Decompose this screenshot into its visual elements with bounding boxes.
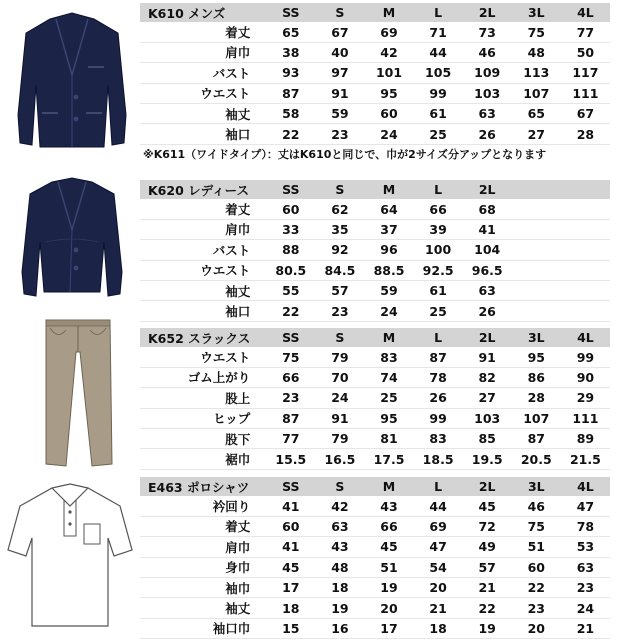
table-cell: 29 <box>561 388 610 408</box>
table-cell: 21.5 <box>561 449 610 469</box>
table-cell-empty <box>561 219 610 239</box>
table-cell: 60 <box>512 557 561 577</box>
table-cell: 54 <box>414 557 463 577</box>
table-cell: 104 <box>463 240 512 260</box>
section-e463 <box>0 468 640 640</box>
table-cell: 45 <box>463 496 512 516</box>
table-cell: 41 <box>463 219 512 239</box>
table-cell: 51 <box>512 537 561 557</box>
size-table-k620 <box>140 180 610 322</box>
table-cell: 81 <box>364 428 413 448</box>
row-label: ゴム上がり <box>140 367 266 387</box>
table-cell: 89 <box>561 428 610 448</box>
table-cell: 33 <box>266 219 315 239</box>
row-label: 衿回り <box>140 496 266 516</box>
size-header: S <box>315 477 364 496</box>
table-cell: 63 <box>463 103 512 123</box>
table-cell: 23 <box>266 388 315 408</box>
table-cell: 26 <box>463 124 512 144</box>
table-cell: 82 <box>463 367 512 387</box>
table-row <box>140 516 610 536</box>
table-row <box>140 408 610 428</box>
table-cell: 63 <box>561 557 610 577</box>
table-cell: 24 <box>364 301 413 321</box>
table-cell: 92.5 <box>414 260 463 280</box>
table-cell: 63 <box>463 280 512 300</box>
table-header-row <box>140 328 610 347</box>
table-cell: 66 <box>266 367 315 387</box>
table-cell: 95 <box>512 347 561 367</box>
table-cell: 21 <box>561 618 610 638</box>
table-cell-empty <box>512 240 561 260</box>
table-cell: 23 <box>315 301 364 321</box>
size-header: M <box>364 180 413 199</box>
table-row <box>140 449 610 469</box>
table-cell: 91 <box>315 408 364 428</box>
table-cell-empty <box>512 260 561 280</box>
table-cell: 87 <box>266 83 315 103</box>
table-cell: 61 <box>414 103 463 123</box>
table-cell: 45 <box>266 557 315 577</box>
table-cell: 18 <box>414 618 463 638</box>
size-header: L <box>414 328 463 347</box>
row-label: ウエスト <box>140 347 266 367</box>
table-cell: 95 <box>364 408 413 428</box>
table-cell: 65 <box>512 103 561 123</box>
table-cell: 83 <box>414 428 463 448</box>
table-row <box>140 42 610 62</box>
table-cell: 75 <box>512 22 561 42</box>
size-header: L <box>414 180 463 199</box>
table-cell: 18.5 <box>414 449 463 469</box>
table-cell: 75 <box>266 347 315 367</box>
table-cell: 43 <box>364 496 413 516</box>
table-cell: 66 <box>414 199 463 219</box>
table-cell: 18 <box>315 577 364 597</box>
table-title: E463 ポロシャツ <box>140 477 266 496</box>
size-header: M <box>364 328 413 347</box>
table-cell: 38 <box>266 42 315 62</box>
khaki-slacks-icon <box>0 312 140 472</box>
table-cell: 59 <box>364 280 413 300</box>
table-cell: 69 <box>364 22 413 42</box>
table-cell: 72 <box>463 516 512 536</box>
row-label: 身巾 <box>140 557 266 577</box>
table-cell: 77 <box>266 428 315 448</box>
table-cell: 23 <box>561 577 610 597</box>
table-cell: 101 <box>364 63 413 83</box>
table-cell: 87 <box>512 428 561 448</box>
table-cell: 69 <box>414 516 463 536</box>
table-cell: 20 <box>414 577 463 597</box>
table-cell: 60 <box>364 103 413 123</box>
table-cell: 86 <box>512 367 561 387</box>
table-cell: 48 <box>512 42 561 62</box>
table-cell: 48 <box>315 557 364 577</box>
table-cell: 40 <box>315 42 364 62</box>
row-label: 袖丈 <box>140 280 266 300</box>
table-cell: 84.5 <box>315 260 364 280</box>
table-cell-empty <box>561 199 610 219</box>
table-cell: 47 <box>414 537 463 557</box>
row-label: ウエスト <box>140 260 266 280</box>
table-cell: 42 <box>315 496 364 516</box>
table-cell: 96.5 <box>463 260 512 280</box>
table-row <box>140 260 610 280</box>
row-label: 袖口 <box>140 301 266 321</box>
table-cell: 78 <box>561 516 610 536</box>
table-cell: 95 <box>364 83 413 103</box>
table-cell: 62 <box>315 199 364 219</box>
table-row <box>140 577 610 597</box>
table-cell: 83 <box>364 347 413 367</box>
table-cell: 99 <box>414 83 463 103</box>
table-cell: 22 <box>266 124 315 144</box>
table-cell: 75 <box>512 516 561 536</box>
row-label: 股下 <box>140 428 266 448</box>
table-cell: 117 <box>561 63 610 83</box>
table-cell: 78 <box>414 367 463 387</box>
section-k610 <box>0 0 640 170</box>
size-header: 4L <box>561 477 610 496</box>
table-header-row <box>140 3 610 22</box>
row-label: 肩巾 <box>140 537 266 557</box>
table-cell: 79 <box>315 428 364 448</box>
table-cell: 80.5 <box>266 260 315 280</box>
table-cell: 26 <box>463 301 512 321</box>
table-cell: 24 <box>561 598 610 618</box>
table-cell: 60 <box>266 199 315 219</box>
table-cell: 66 <box>364 516 413 536</box>
table-cell: 93 <box>266 63 315 83</box>
row-label: 着丈 <box>140 199 266 219</box>
row-label: バスト <box>140 63 266 83</box>
size-header: 2L <box>463 328 512 347</box>
row-label: バスト <box>140 240 266 260</box>
table-cell: 27 <box>512 124 561 144</box>
table-cell: 44 <box>414 496 463 516</box>
table-cell: 100 <box>414 240 463 260</box>
table-cell: 15.5 <box>266 449 315 469</box>
table-cell: 21 <box>414 598 463 618</box>
table-cell: 77 <box>561 22 610 42</box>
size-table-k652 <box>140 328 610 470</box>
row-label: ウエスト <box>140 83 266 103</box>
table-cell: 71 <box>414 22 463 42</box>
table-cell: 87 <box>414 347 463 367</box>
size-table-k610 <box>140 3 610 145</box>
table-cell: 18 <box>266 598 315 618</box>
table-cell: 28 <box>512 388 561 408</box>
table-cell: 41 <box>266 496 315 516</box>
size-header: SS <box>266 3 315 22</box>
table-title: K620 レディース <box>140 180 266 199</box>
table-cell: 88 <box>266 240 315 260</box>
table-cell: 42 <box>364 42 413 62</box>
table-cell: 19 <box>364 577 413 597</box>
table-cell: 107 <box>512 408 561 428</box>
size-header-empty <box>561 180 610 199</box>
wide-type-note: ※K611（ワイドタイプ）：丈はK610と同じで、巾が2サイズ分アップとなります <box>143 148 547 161</box>
size-header: SS <box>266 328 315 347</box>
table-cell: 21 <box>463 577 512 597</box>
table-cell: 61 <box>414 280 463 300</box>
size-header: 3L <box>512 328 561 347</box>
table-cell: 16 <box>315 618 364 638</box>
table-cell: 23 <box>512 598 561 618</box>
size-header: 3L <box>512 477 561 496</box>
table-cell: 37 <box>364 219 413 239</box>
section-k652 <box>0 318 640 468</box>
table-cell: 19.5 <box>463 449 512 469</box>
size-header: 3L <box>512 3 561 22</box>
table-cell: 25 <box>364 388 413 408</box>
table-cell: 25 <box>414 124 463 144</box>
size-header: 4L <box>561 3 610 22</box>
size-header-empty <box>512 180 561 199</box>
table-cell: 109 <box>463 63 512 83</box>
table-cell: 35 <box>315 219 364 239</box>
table-row <box>140 103 610 123</box>
table-cell: 46 <box>463 42 512 62</box>
size-header: M <box>364 477 413 496</box>
size-header: S <box>315 328 364 347</box>
size-header: L <box>414 477 463 496</box>
table-cell: 68 <box>463 199 512 219</box>
table-cell: 63 <box>315 516 364 536</box>
table-cell: 27 <box>463 388 512 408</box>
table-cell: 46 <box>512 496 561 516</box>
table-cell-empty <box>512 199 561 219</box>
table-cell: 45 <box>364 537 413 557</box>
table-cell: 105 <box>414 63 463 83</box>
row-label: 袖丈 <box>140 598 266 618</box>
table-cell: 23 <box>315 124 364 144</box>
table-cell-empty <box>561 280 610 300</box>
table-cell: 67 <box>561 103 610 123</box>
table-cell: 58 <box>266 103 315 123</box>
table-cell: 67 <box>315 22 364 42</box>
table-cell: 20.5 <box>512 449 561 469</box>
table-row <box>140 240 610 260</box>
table-cell: 59 <box>315 103 364 123</box>
table-cell: 57 <box>315 280 364 300</box>
table-row <box>140 199 610 219</box>
table-cell: 41 <box>266 537 315 557</box>
table-cell: 22 <box>266 301 315 321</box>
table-cell-empty <box>512 280 561 300</box>
table-title: K610 メンズ <box>140 3 266 22</box>
table-cell-empty <box>561 240 610 260</box>
table-row <box>140 83 610 103</box>
table-cell: 44 <box>414 42 463 62</box>
table-title: K652 スラックス <box>140 328 266 347</box>
row-label: 袖丈 <box>140 103 266 123</box>
table-cell: 87 <box>266 408 315 428</box>
table-cell: 22 <box>463 598 512 618</box>
row-label: 袖口 <box>140 124 266 144</box>
table-row <box>140 22 610 42</box>
table-cell: 73 <box>463 22 512 42</box>
table-cell: 91 <box>463 347 512 367</box>
size-header: 2L <box>463 477 512 496</box>
table-row <box>140 124 610 144</box>
size-header: 2L <box>463 3 512 22</box>
size-table-e463 <box>140 477 610 639</box>
table-row <box>140 618 610 638</box>
white-polo-shirt-icon <box>0 476 140 636</box>
table-row <box>140 388 610 408</box>
table-cell: 19 <box>463 618 512 638</box>
table-cell: 28 <box>561 124 610 144</box>
table-row <box>140 428 610 448</box>
navy-ladies-jacket-icon <box>0 172 140 302</box>
table-cell: 92 <box>315 240 364 260</box>
size-header: L <box>414 3 463 22</box>
size-header: SS <box>266 180 315 199</box>
table-cell: 85 <box>463 428 512 448</box>
table-cell: 19 <box>315 598 364 618</box>
table-cell: 50 <box>561 42 610 62</box>
table-cell: 111 <box>561 408 610 428</box>
size-header: S <box>315 180 364 199</box>
table-cell: 43 <box>315 537 364 557</box>
table-cell: 15 <box>266 618 315 638</box>
table-row <box>140 537 610 557</box>
table-cell: 16.5 <box>315 449 364 469</box>
table-cell: 64 <box>364 199 413 219</box>
table-cell: 99 <box>561 347 610 367</box>
table-cell: 39 <box>414 219 463 239</box>
size-header: 4L <box>561 328 610 347</box>
table-cell: 17 <box>364 618 413 638</box>
table-cell: 60 <box>266 516 315 536</box>
row-label: 裾巾 <box>140 449 266 469</box>
row-label: 肩巾 <box>140 219 266 239</box>
table-cell: 99 <box>414 408 463 428</box>
table-cell: 55 <box>266 280 315 300</box>
table-cell: 96 <box>364 240 413 260</box>
section-k620 <box>0 168 640 318</box>
table-row <box>140 367 610 387</box>
table-cell-empty <box>512 219 561 239</box>
table-cell: 111 <box>561 83 610 103</box>
row-label: 着丈 <box>140 22 266 42</box>
table-cell: 24 <box>315 388 364 408</box>
table-cell: 91 <box>315 83 364 103</box>
table-cell: 107 <box>512 83 561 103</box>
table-row <box>140 63 610 83</box>
table-cell: 103 <box>463 83 512 103</box>
table-row <box>140 496 610 516</box>
table-cell-empty <box>561 260 610 280</box>
table-cell: 17 <box>266 577 315 597</box>
table-cell: 65 <box>266 22 315 42</box>
table-cell: 113 <box>512 63 561 83</box>
table-cell: 24 <box>364 124 413 144</box>
table-cell: 79 <box>315 347 364 367</box>
row-label: 股上 <box>140 388 266 408</box>
table-cell: 51 <box>364 557 413 577</box>
table-row <box>140 557 610 577</box>
table-cell: 53 <box>561 537 610 557</box>
table-header-row <box>140 180 610 199</box>
navy-mens-jacket-icon <box>0 5 140 155</box>
table-cell: 17.5 <box>364 449 413 469</box>
table-cell: 26 <box>414 388 463 408</box>
table-cell: 22 <box>512 577 561 597</box>
table-cell: 20 <box>512 618 561 638</box>
table-cell: 25 <box>414 301 463 321</box>
table-cell: 20 <box>364 598 413 618</box>
table-cell: 47 <box>561 496 610 516</box>
table-cell: 103 <box>463 408 512 428</box>
table-cell: 97 <box>315 63 364 83</box>
row-label: 肩巾 <box>140 42 266 62</box>
table-cell: 90 <box>561 367 610 387</box>
table-cell: 74 <box>364 367 413 387</box>
table-row <box>140 280 610 300</box>
table-header-row <box>140 477 610 496</box>
size-header: SS <box>266 477 315 496</box>
table-row <box>140 219 610 239</box>
size-header: 2L <box>463 180 512 199</box>
table-cell: 49 <box>463 537 512 557</box>
row-label: 袖巾 <box>140 577 266 597</box>
table-row <box>140 347 610 367</box>
size-header: S <box>315 3 364 22</box>
table-cell: 70 <box>315 367 364 387</box>
size-header: M <box>364 3 413 22</box>
row-label: ヒップ <box>140 408 266 428</box>
table-row <box>140 598 610 618</box>
row-label: 着丈 <box>140 516 266 536</box>
table-cell: 88.5 <box>364 260 413 280</box>
row-label: 袖口巾 <box>140 618 266 638</box>
table-cell: 57 <box>463 557 512 577</box>
